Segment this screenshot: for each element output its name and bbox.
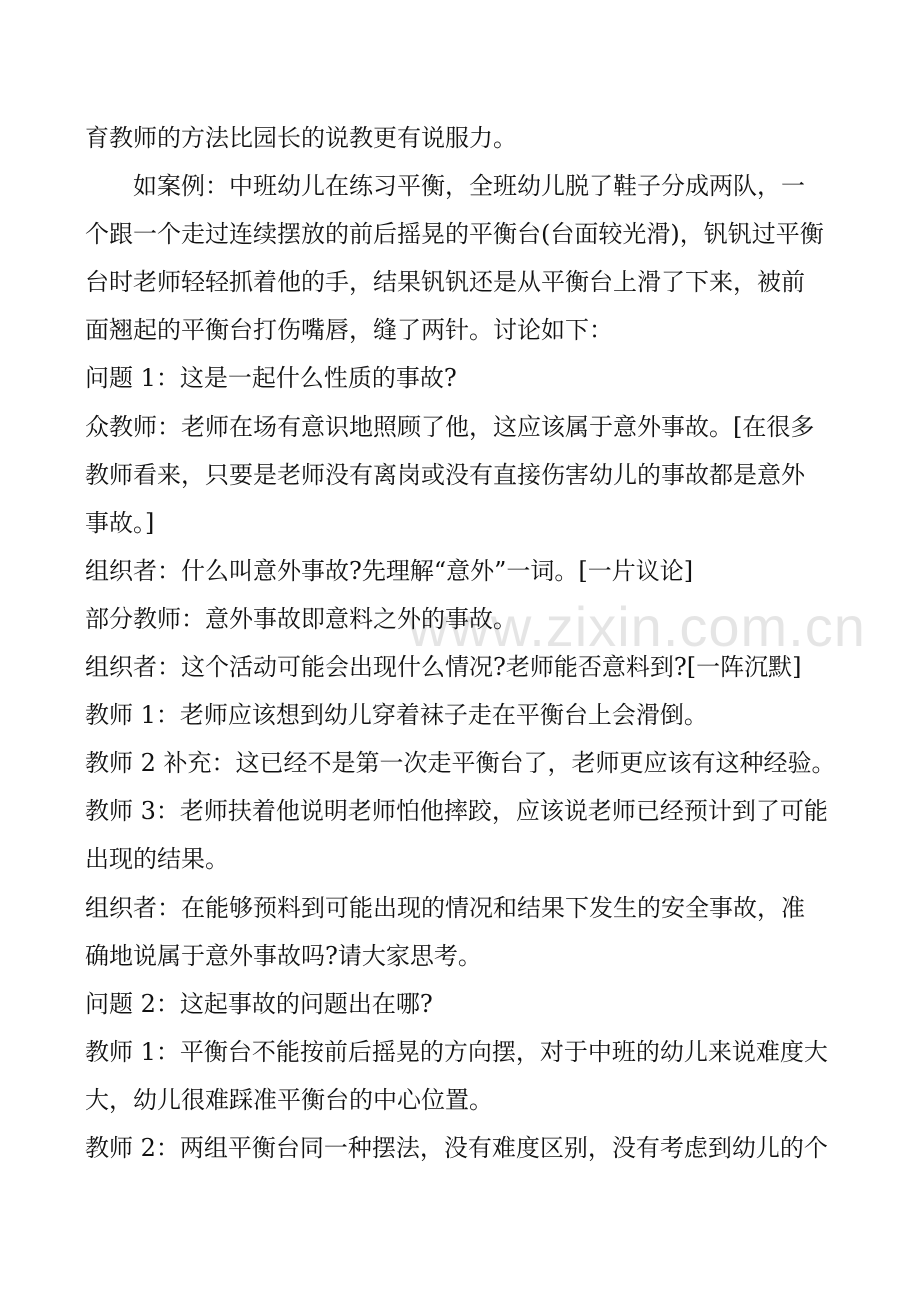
text-line: 教师 2 补充：这已经不是第一次走平衡台了，老师更应该有这种经验。 <box>85 749 836 778</box>
text-line: 教师 3：老师扶着他说明老师怕他摔跤，应该说老师已经预计到了可能 <box>85 797 828 826</box>
text-line: 问题 1：这是一起什么性质的事故? <box>85 364 457 393</box>
watermark: www.zixin.com.cn <box>408 595 866 658</box>
text-line: 确地说属于意外事故吗?请大家思考。 <box>85 941 482 970</box>
text-line: 教师看来，只要是老师没有离岗或没有直接伤害幼儿的事故都是意外 <box>85 460 805 489</box>
text-line: 组织者：在能够预料到可能出现的情况和结果下发生的安全事故，准 <box>85 893 805 922</box>
text-line: 出现的结果。 <box>85 845 229 874</box>
text-line: 大，幼儿很难踩准平衡台的中心位置。 <box>85 1085 493 1114</box>
text-line: 问题 2：这起事故的问题出在哪? <box>85 989 433 1018</box>
text-line: 个跟一个走过连续摆放的前后摇晃的平衡台(台面较光滑)，钒钒过平衡 <box>85 220 824 249</box>
text-line: 组织者：什么叫意外事故?先理解“意外”一词。[一片议论] <box>85 556 694 585</box>
text-line: 教师 1：平衡台不能按前后摇晃的方向摆，对于中班的幼儿来说难度大 <box>85 1037 828 1066</box>
text-line: 台时老师轻轻抓着他的手，结果钒钒还是从平衡台上滑了下来，被前 <box>85 268 805 297</box>
text-line: 事故。] <box>85 508 155 537</box>
text-line: 如案例：中班幼儿在练习平衡，全班幼儿脱了鞋子分成两队，一 <box>133 172 805 201</box>
text-line: 教师 1：老师应该想到幼儿穿着袜子走在平衡台上会滑倒。 <box>85 701 708 730</box>
text-line: 育教师的方法比园长的说教更有说服力。 <box>85 124 517 152</box>
text-line: 教师 2：两组平衡台同一种摆法，没有难度区别，没有考虑到幼儿的个 <box>85 1133 828 1162</box>
text-line: 组织者：这个活动可能会出现什么情况?老师能否意料到?[一阵沉默] <box>85 653 802 682</box>
text-line: 部分教师：意外事故即意料之外的事故。 <box>85 604 517 633</box>
text-line: 面翘起的平衡台打伤嘴唇，缝了两针。讨论如下： <box>85 316 613 345</box>
document-body <box>85 114 855 1172</box>
text-line: 众教师：老师在场有意识地照顾了他，这应该属于意外事故。[在很多 <box>85 412 815 441</box>
